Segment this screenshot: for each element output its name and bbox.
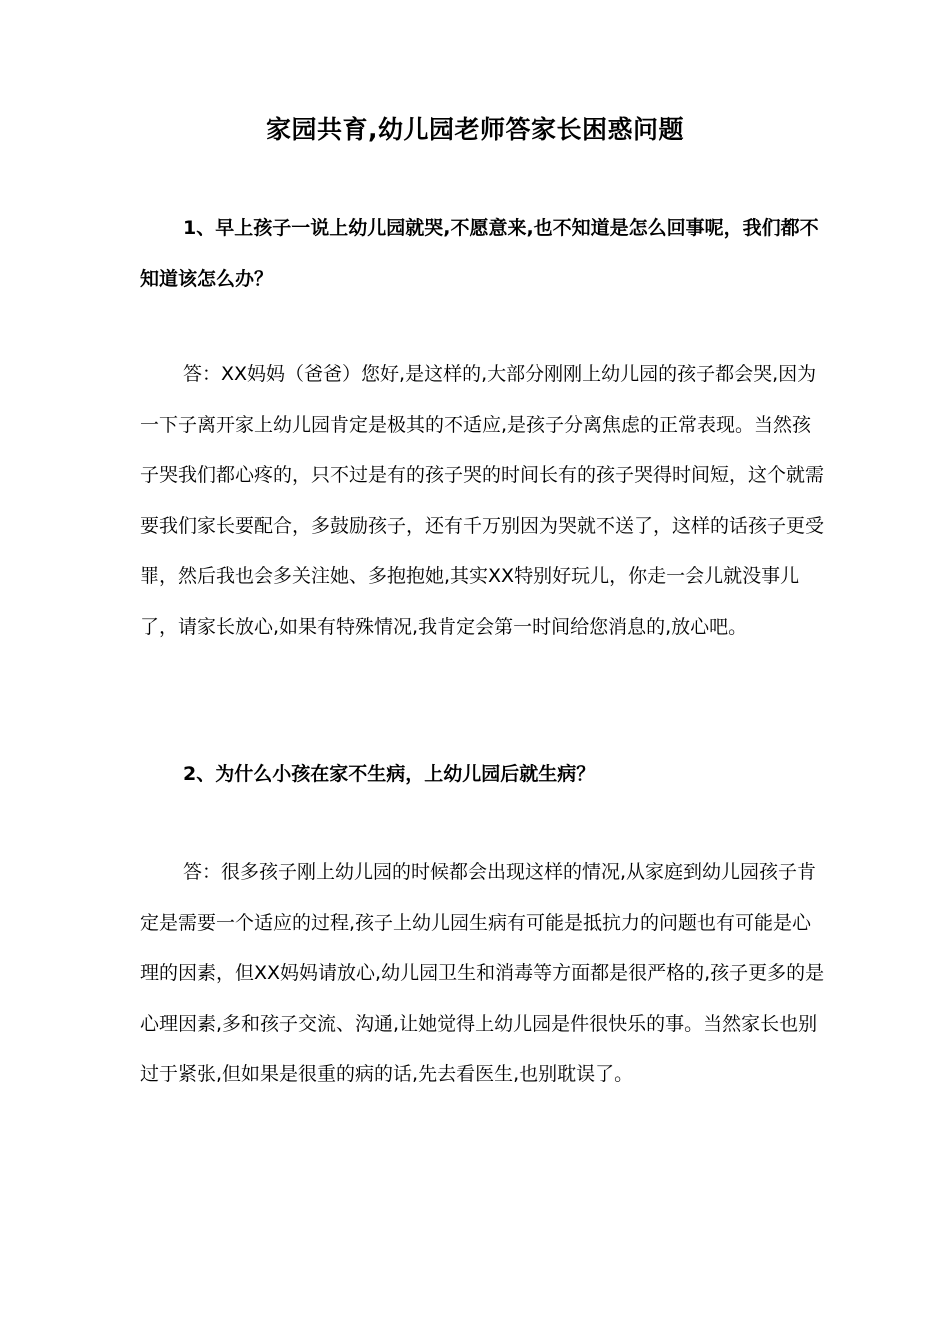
answer-2: 答：很多孩子刚上幼儿园的时候都会出现这样的情况,从家庭到幼儿园孩子肯定是需要一个适应的过程,孩子上幼儿园生病有可能是抵抗力的问题也有可能是心理的因素，但XX妈妈请放心,幼儿园卫生和消毒等方面都是很严格的,孩子更多的是心理因素,多和孩子交流、沟通,让她觉得上幼儿园是件很快乐的事。当然家长也别过于紧张,但如果是很重的病的话,先去看医生,也别耽误了。 [140,861,825,1085]
document-title: 家园共育,幼儿园老师答家长困惑问题 [266,115,684,144]
question-2: 2、为什么小孩在家不生病，上幼儿园后就生病？ [183,763,596,785]
question-1: 1、早上孩子一说上幼儿园就哭,不愿意来,也不知道是怎么回事呢，我们都不知道该怎么办？ [140,217,819,290]
answer-1: 答：XX妈妈（爸爸）您好,是这样的,大部分刚刚上幼儿园的孩子都会哭,因为一下子离开家上幼儿园肯定是极其的不适应,是孩子分离焦虑的正常表现。当然孩子哭我们都心疼的，只不过是有的孩子哭的时间长有的孩子哭得时间短，这个就需要我们家长要配合，多鼓励孩子，还有千万别因为哭就不送了，这样的话孩子更受罪，然后我也会多关注她、多抱抱她,其实XX特别好玩儿，你走一会儿就没事儿了，请家长放心,如果有特殊情况,我肯定会第一时间给您消息的,放心吧。 [140,363,825,638]
